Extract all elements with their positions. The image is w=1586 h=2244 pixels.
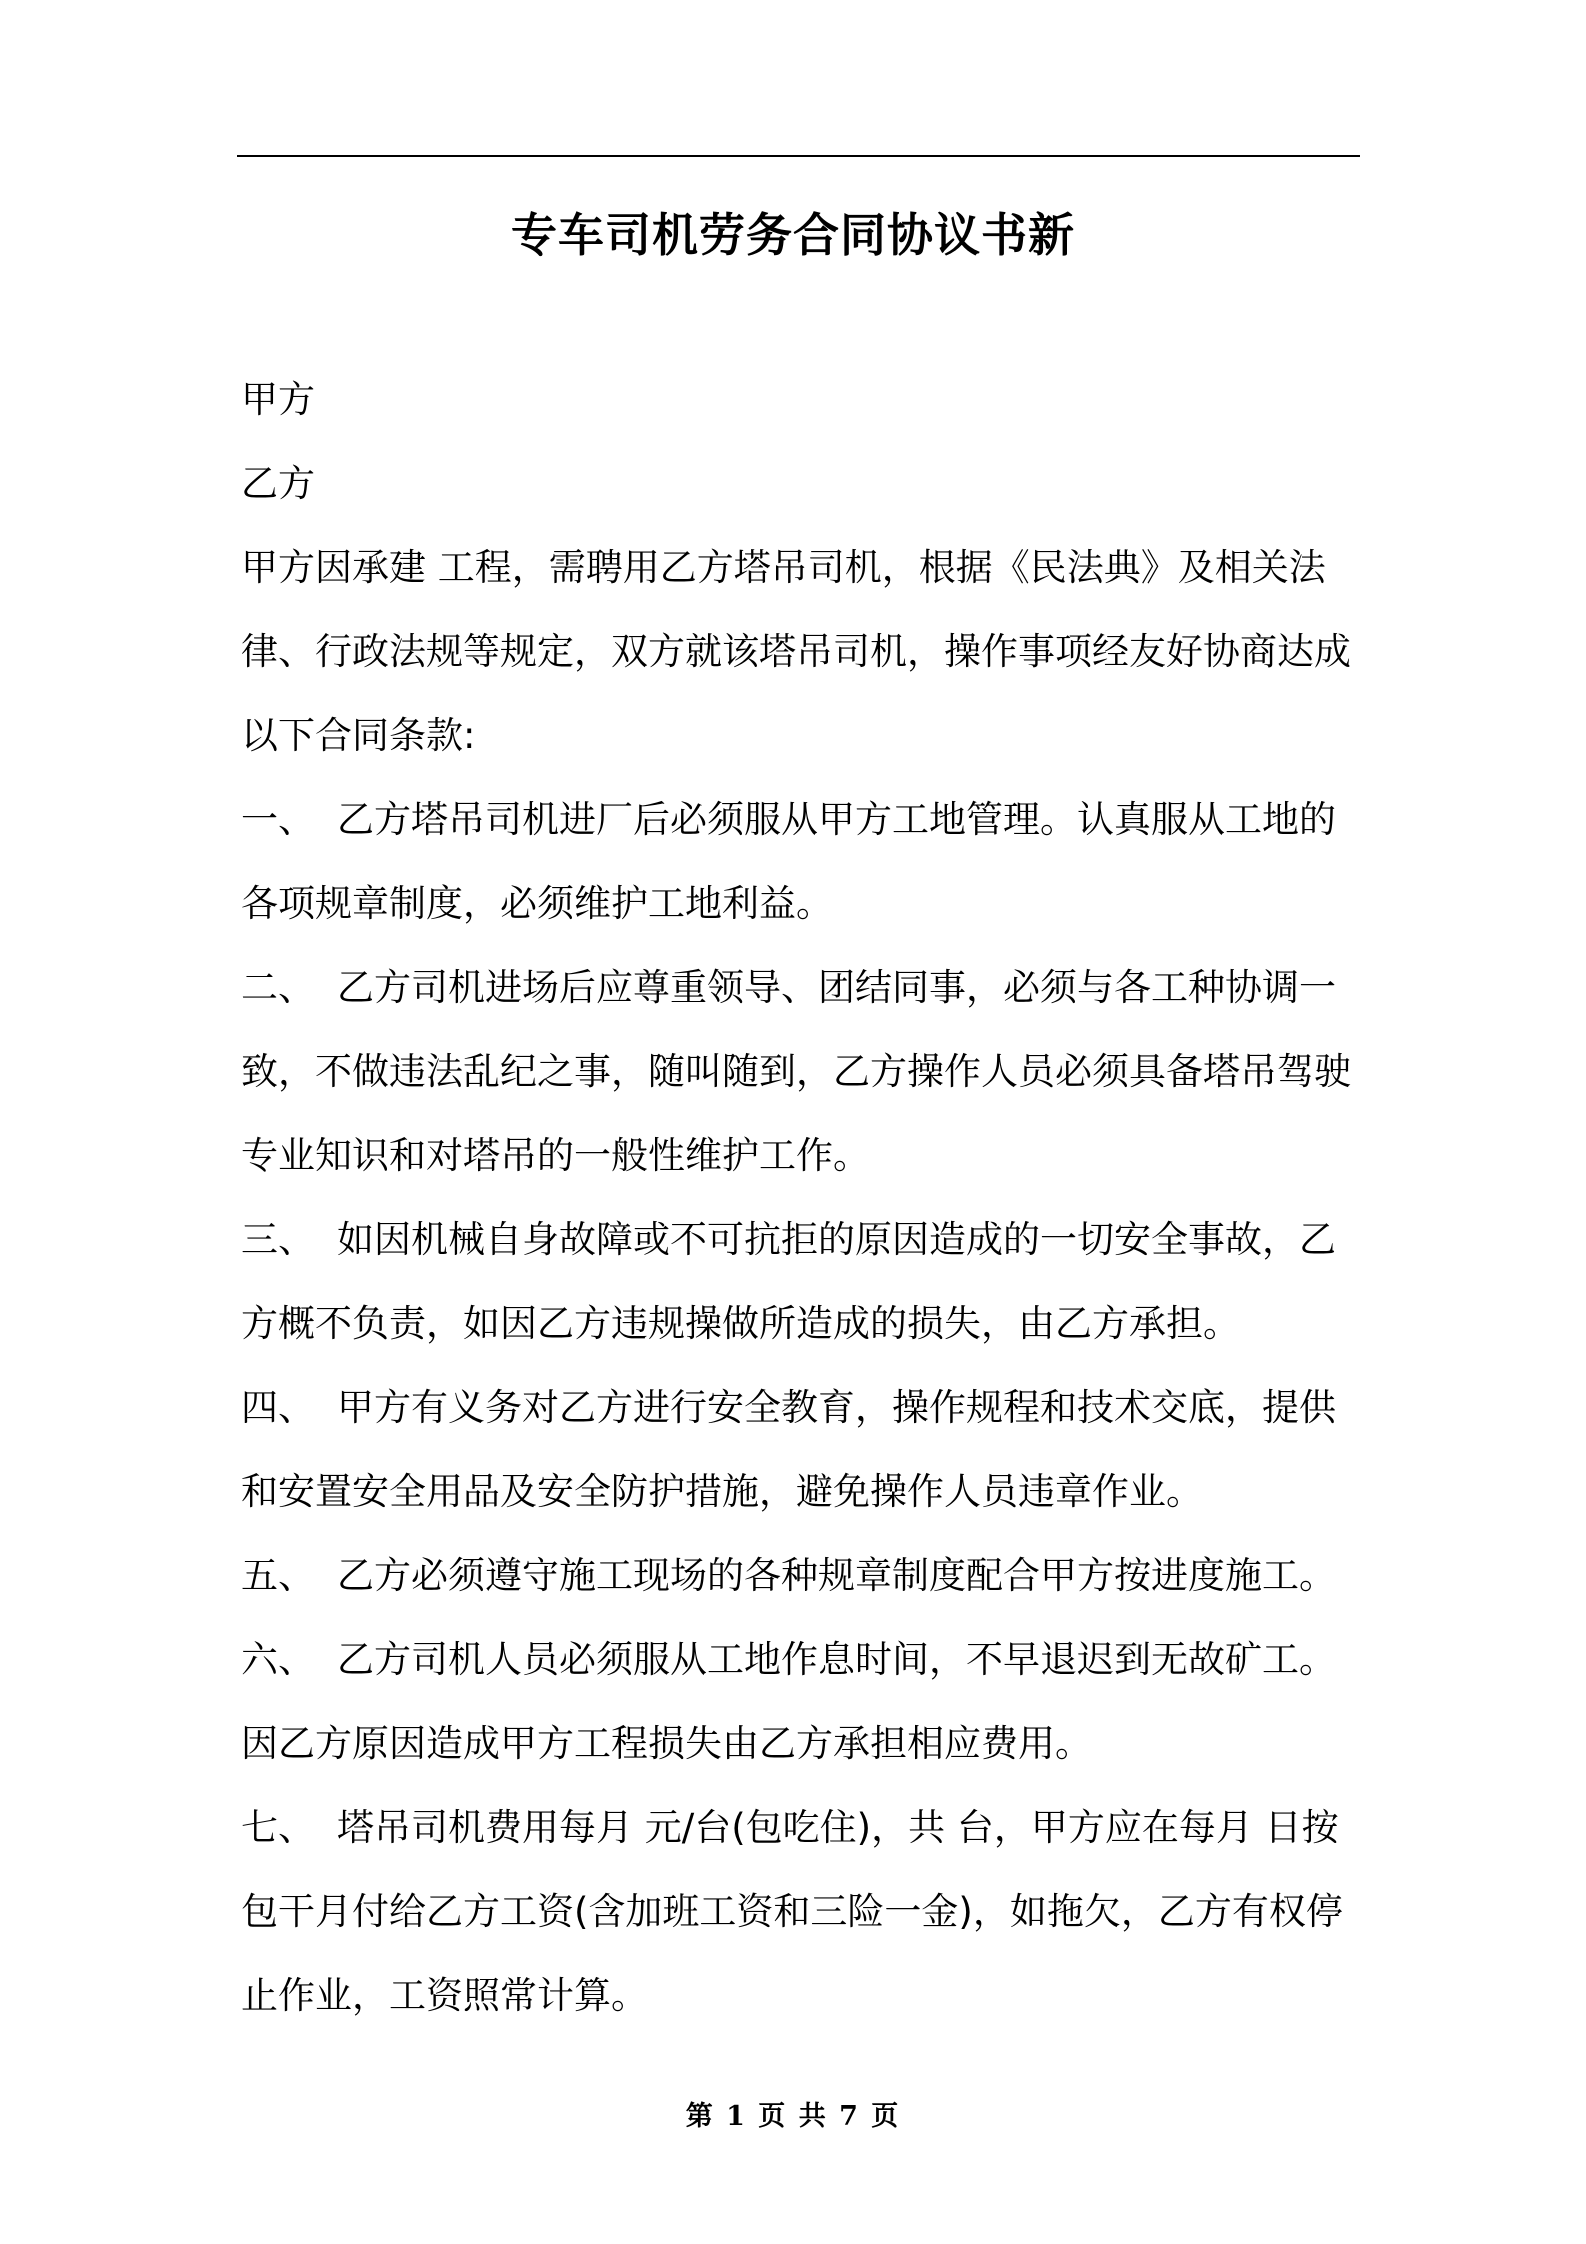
party-a-label: 甲方 <box>241 378 315 421</box>
clause-item <box>241 1366 1361 1534</box>
clause-text: 如因机械自身故障或不可抗拒的原因造成的一切安全事故，乙方概不负责，如因乙方违规操做所造成的损失，由乙方承担。 <box>241 1218 1336 1345</box>
clause-text: 乙方必须遵守施工现场的各种规章制度配合甲方按进度施工。 <box>337 1554 1336 1597</box>
clause-text: 甲方有义务对乙方进行安全教育，操作规程和技术交底，提供和安置安全用品及安全防护措施，避免操作人员违章作业。 <box>241 1386 1336 1513</box>
clause-number: 七、 <box>241 1806 315 1849</box>
document-body <box>241 358 1361 2038</box>
clause-item <box>241 1786 1361 2038</box>
page-number-footer: 第 1 页 共 7 页 <box>685 2101 901 2132</box>
clause-item <box>241 1198 1361 1366</box>
clause-item <box>241 778 1361 946</box>
clause-item <box>241 1534 1361 1618</box>
clause-text: 乙方司机人员必须服从工地作息时间，不早退迟到无故矿工。因乙方原因造成甲方工程损失由乙方承担相应费用。 <box>241 1638 1336 1765</box>
clause-number: 二、 <box>241 966 315 1009</box>
clause-text: 塔吊司机费用每月 元/台(包吃住)，共 台，甲方应在每月 日按包干月付给乙方工资(含加班工资和三险一金)，如拖欠，乙方有权停止作业，工资照常计算。 <box>241 1806 1343 2017</box>
document-title: 专车司机劳务合同协议书新 <box>511 208 1075 262</box>
clause-number: 六、 <box>241 1638 315 1681</box>
clause-text: 乙方司机进场后应尊重领导、团结同事，必须与各工种协调一致，不做违法乱纪之事，随叫随到，乙方操作人员必须具备塔吊驾驶专业知识和对塔吊的一般性维护工作。 <box>241 966 1351 1177</box>
clause-number: 三、 <box>241 1218 315 1261</box>
party-b-label: 乙方 <box>241 462 315 505</box>
clause-text: 乙方塔吊司机进厂后必须服从甲方工地管理。认真服从工地的各项规章制度，必须维护工地利益。 <box>241 798 1336 925</box>
clause-number: 四、 <box>241 1386 315 1429</box>
intro-paragraph: 甲方因承建 工程，需聘用乙方塔吊司机，根据《民法典》及相关法律、行政法规等规定，双方就该塔吊司机，操作事项经友好协商达成以下合同条款: <box>241 546 1351 757</box>
clause-item <box>241 1618 1361 1786</box>
clause-item <box>241 946 1361 1198</box>
clause-number: 五、 <box>241 1554 315 1597</box>
header-rule <box>237 155 1360 157</box>
clause-number: 一、 <box>241 798 315 841</box>
